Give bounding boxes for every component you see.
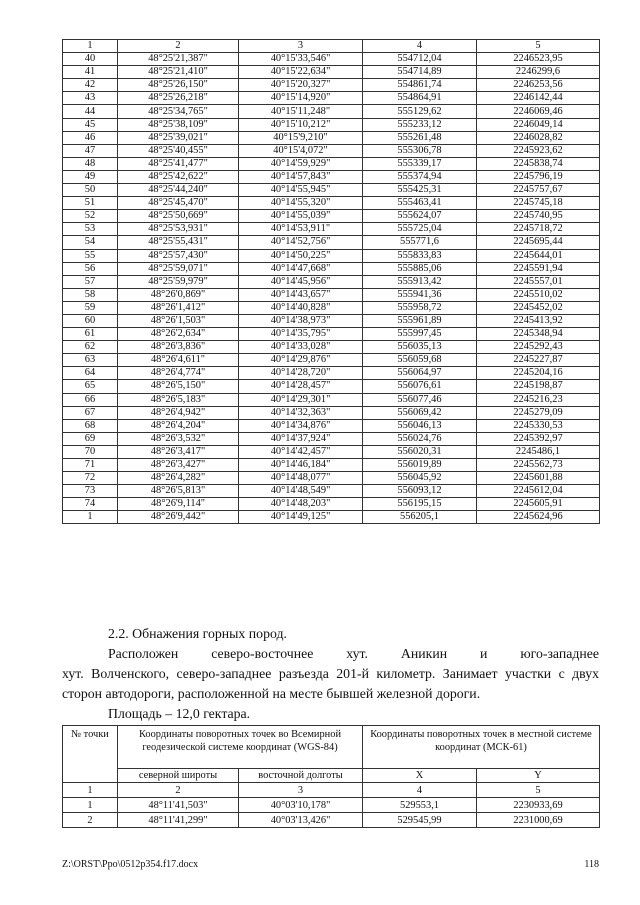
table-cell: 40°14'28,720"	[239, 367, 363, 380]
table-cell: 555961,89	[363, 314, 477, 327]
table-cell: 556069,42	[363, 406, 477, 419]
file-path: Z:\ORST\Ppo\0512p354.f17.docx	[62, 859, 199, 870]
table-cell: 40°15'33,546"	[239, 53, 363, 66]
header-cell: 5	[477, 783, 600, 798]
table-cell: 555725,04	[363, 223, 477, 236]
table-cell: 555997,45	[363, 328, 477, 341]
table-cell: 40°14'57,843"	[239, 170, 363, 183]
table-cell: 60	[63, 314, 118, 327]
table-cell: 40°14'49,125"	[239, 511, 363, 524]
table-cell: 554864,91	[363, 92, 477, 105]
header-cell: 4	[363, 783, 477, 798]
location-paragraph	[62, 644, 599, 664]
table-cell: 48°25'34,765"	[118, 105, 239, 118]
table-cell: 2245796,19	[477, 170, 600, 183]
table-row	[63, 354, 600, 367]
table-cell: 40°14'48,203"	[239, 498, 363, 511]
table-cell: 40°14'43,657"	[239, 288, 363, 301]
table-cell: 40°14'34,876"	[239, 419, 363, 432]
table-cell: 529545,99	[363, 813, 477, 828]
table-row	[63, 184, 600, 197]
table-cell: 554714,89	[363, 66, 477, 79]
table-row	[63, 92, 600, 105]
table-cell: 48°25'41,477"	[118, 157, 239, 170]
table-cell: 64	[63, 367, 118, 380]
table-cell: 2245348,94	[477, 328, 600, 341]
table-cell: 40	[63, 53, 118, 66]
table-cell: 61	[63, 328, 118, 341]
msk-header: Координаты поворотных точек в местной системе координат (МСК-61)	[363, 726, 600, 769]
table-cell: 2245923,62	[477, 144, 600, 157]
table-cell: 1	[63, 798, 118, 813]
table-row	[63, 341, 600, 354]
table-cell: 555913,42	[363, 275, 477, 288]
table-cell: 40°14'55,320"	[239, 197, 363, 210]
table-cell: 2245279,09	[477, 406, 600, 419]
table-cell: 48°26'4,611"	[118, 354, 239, 367]
table-row	[63, 288, 600, 301]
table-cell: 2245330,53	[477, 419, 600, 432]
table-cell: 2245757,67	[477, 184, 600, 197]
table-row	[63, 262, 600, 275]
table-cell: 48°25'44,240"	[118, 184, 239, 197]
table-cell: 2246028,82	[477, 131, 600, 144]
table-row	[63, 144, 600, 157]
table-cell: 40°14'42,457"	[239, 445, 363, 458]
table-cell: 2246069,46	[477, 105, 600, 118]
table-cell: 48°26'5,183"	[118, 393, 239, 406]
table-row	[63, 432, 600, 445]
table-cell: 40°14'50,225"	[239, 249, 363, 262]
table-cell: 67	[63, 406, 118, 419]
table-row	[63, 66, 600, 79]
table-cell: 555624,07	[363, 210, 477, 223]
table-row	[63, 118, 600, 131]
table-cell: 48°26'9,442"	[118, 511, 239, 524]
table-cell: 2245198,87	[477, 380, 600, 393]
coordinates-table-body	[63, 53, 600, 524]
table-cell: 48°11'41,299"	[118, 813, 239, 828]
table-row	[63, 249, 600, 262]
header-cell: 4	[363, 40, 477, 53]
table-cell: 2246253,56	[477, 79, 600, 92]
table-row	[63, 406, 600, 419]
table-cell: 43	[63, 92, 118, 105]
table-cell: 48	[63, 157, 118, 170]
table-row	[63, 236, 600, 249]
table-cell: 48°26'4,282"	[118, 472, 239, 485]
table-cell: 48°25'26,150"	[118, 79, 239, 92]
table-row	[63, 798, 600, 813]
table-cell: 73	[63, 485, 118, 498]
table-cell: 48°26'3,532"	[118, 432, 239, 445]
table-cell: 2230933,69	[477, 798, 600, 813]
table-cell: 48°25'59,071"	[118, 262, 239, 275]
table-cell: 1	[63, 511, 118, 524]
table-cell: 40°14'47,668"	[239, 262, 363, 275]
table-cell: 2231000,69	[477, 813, 600, 828]
table-row	[63, 275, 600, 288]
table-cell: 554712,04	[363, 53, 477, 66]
table-cell: 554861,74	[363, 79, 477, 92]
point-number-header: № точки	[63, 726, 118, 783]
table-cell: 46	[63, 131, 118, 144]
table-cell: 49	[63, 170, 118, 183]
longitude-header: восточной долготы	[239, 769, 363, 783]
table-cell: 2245644,01	[477, 249, 600, 262]
table-cell: 40°14'29,876"	[239, 354, 363, 367]
table-cell: 40°14'37,924"	[239, 432, 363, 445]
table-cell: 2245591,94	[477, 262, 600, 275]
table-cell: 2245562,73	[477, 459, 600, 472]
table-cell: 40°15'10,212"	[239, 118, 363, 131]
table-cell: 556020,31	[363, 445, 477, 458]
table-cell: 44	[63, 105, 118, 118]
table-cell: 40°15'4,072"	[239, 144, 363, 157]
table-row	[63, 367, 600, 380]
table-cell: 2245624,96	[477, 511, 600, 524]
table-cell: 48°25'59,979"	[118, 275, 239, 288]
table-cell: 556064,97	[363, 367, 477, 380]
table-cell: 48°26'1,412"	[118, 301, 239, 314]
table-cell: 40°14'55,945"	[239, 184, 363, 197]
table-cell: 40°03'10,178"	[239, 798, 363, 813]
table-cell: 72	[63, 472, 118, 485]
table-row	[63, 131, 600, 144]
table-cell: 40°14'28,457"	[239, 380, 363, 393]
table-cell: 48°25'21,410"	[118, 66, 239, 79]
table-cell: 48°26'2,634"	[118, 328, 239, 341]
table-cell: 2246523,95	[477, 53, 600, 66]
table-cell: 556045,92	[363, 472, 477, 485]
table-cell: 40°14'35,795"	[239, 328, 363, 341]
area-coordinates-table	[62, 725, 600, 828]
table-cell: 40°14'32,363"	[239, 406, 363, 419]
table-cell: 40°14'29,301"	[239, 393, 363, 406]
table-cell: 2245838,74	[477, 157, 600, 170]
header-cell: 2	[118, 783, 239, 798]
table-cell: 556205,1	[363, 511, 477, 524]
table-cell: 48°26'1,503"	[118, 314, 239, 327]
column-number-row	[63, 40, 600, 53]
location-paragraph-continued: хут. Волченского, северо-западнее разъезда 201-й километр. Занимает участки с двух сторон автодороги, расположенной на месте бывшей железной дороги.	[62, 666, 599, 701]
table-cell: 48°26'4,774"	[118, 367, 239, 380]
table-row	[63, 79, 600, 92]
table-cell: 48°25'50,669"	[118, 210, 239, 223]
table-cell: 2245605,91	[477, 498, 600, 511]
table-cell: 40°14'48,077"	[239, 472, 363, 485]
column-number-row	[63, 783, 600, 798]
table-cell: 40°15'14,920"	[239, 92, 363, 105]
table-cell: 2245718,72	[477, 223, 600, 236]
table-cell: 50	[63, 184, 118, 197]
area-text: Площадь – 12,0 гектара.	[108, 706, 251, 721]
table-cell: 41	[63, 66, 118, 79]
table-cell: 2246299,6	[477, 66, 600, 79]
table-row	[63, 105, 600, 118]
header-cell: 1	[63, 783, 118, 798]
subheader-row	[63, 769, 600, 783]
table-cell: 40°15'20,327"	[239, 79, 363, 92]
table-cell: 48°26'3,427"	[118, 459, 239, 472]
table-row	[63, 393, 600, 406]
table-cell: 74	[63, 498, 118, 511]
table-row	[63, 511, 600, 524]
table-cell: 556046,13	[363, 419, 477, 432]
header-cell: 3	[239, 783, 363, 798]
table-row	[63, 380, 600, 393]
table-row	[63, 223, 600, 236]
table-cell: 555941,36	[363, 288, 477, 301]
table-cell: 48°25'45,470"	[118, 197, 239, 210]
table-cell: 556059,68	[363, 354, 477, 367]
table-cell: 40°14'46,184"	[239, 459, 363, 472]
table-cell: 48°26'4,942"	[118, 406, 239, 419]
table-cell: 2245612,04	[477, 485, 600, 498]
table-cell: 48°25'57,430"	[118, 249, 239, 262]
table-cell: 42	[63, 79, 118, 92]
table-cell: 55	[63, 249, 118, 262]
table-cell: 48°26'4,204"	[118, 419, 239, 432]
header-cell: 2	[118, 40, 239, 53]
table-row	[63, 445, 600, 458]
header-cell: 1	[63, 40, 118, 53]
table-cell: 48°25'21,387"	[118, 53, 239, 66]
table-cell: 40°03'13,426"	[239, 813, 363, 828]
table-cell: 68	[63, 419, 118, 432]
table-row	[63, 498, 600, 511]
table-cell: 45	[63, 118, 118, 131]
table-cell: 48°26'0,869"	[118, 288, 239, 301]
table-cell: 52	[63, 210, 118, 223]
table-cell: 556093,12	[363, 485, 477, 498]
table-cell: 556024,76	[363, 432, 477, 445]
table-cell: 48°26'5,150"	[118, 380, 239, 393]
table-cell: 529553,1	[363, 798, 477, 813]
table-cell: 40°14'59,929"	[239, 157, 363, 170]
table-cell: 2245216,23	[477, 393, 600, 406]
table-row	[63, 328, 600, 341]
table-cell: 555885,06	[363, 262, 477, 275]
table-row	[63, 301, 600, 314]
table-cell: 40°14'33,028"	[239, 341, 363, 354]
table-cell: 40°14'45,956"	[239, 275, 363, 288]
table-cell: 2245510,02	[477, 288, 600, 301]
table-cell: 56	[63, 262, 118, 275]
table-cell: 40°14'53,911"	[239, 223, 363, 236]
table-row	[63, 813, 600, 828]
table-cell: 2245557,01	[477, 275, 600, 288]
header-cell: 3	[239, 40, 363, 53]
table-cell: 48°25'53,931"	[118, 223, 239, 236]
table-cell: 48°26'5,813"	[118, 485, 239, 498]
table-cell: 65	[63, 380, 118, 393]
location-paragraph-line: Расположен северо-восточнее хут. Аникин и юго-западнее	[108, 646, 599, 661]
table-cell: 555958,72	[363, 301, 477, 314]
table-row	[63, 210, 600, 223]
table-cell: 2245486,1	[477, 445, 600, 458]
table-cell: 2245413,92	[477, 314, 600, 327]
table-cell: 2245227,87	[477, 354, 600, 367]
table-cell: 40°15'9,210"	[239, 131, 363, 144]
table-cell: 48°11'41,503"	[118, 798, 239, 813]
table-cell: 40°14'52,756"	[239, 236, 363, 249]
table-row	[63, 314, 600, 327]
table-cell: 2245695,44	[477, 236, 600, 249]
table-row	[63, 485, 600, 498]
table-cell: 555129,62	[363, 105, 477, 118]
table-row	[63, 419, 600, 432]
table-cell: 48°25'40,455"	[118, 144, 239, 157]
table-cell: 48°26'9,114"	[118, 498, 239, 511]
table-cell: 556076,61	[363, 380, 477, 393]
table-cell: 2245452,02	[477, 301, 600, 314]
latitude-header: северной широты	[118, 769, 239, 783]
table-row	[63, 459, 600, 472]
table-cell: 71	[63, 459, 118, 472]
table-cell: 40°14'48,549"	[239, 485, 363, 498]
section-text	[62, 624, 599, 724]
table-cell: 58	[63, 288, 118, 301]
table-cell: 556019,89	[363, 459, 477, 472]
table-cell: 2245740,95	[477, 210, 600, 223]
table-cell: 40°15'22,634"	[239, 66, 363, 79]
table-row	[63, 53, 600, 66]
table-cell: 40°14'55,039"	[239, 210, 363, 223]
table-cell: 2245745,18	[477, 197, 600, 210]
y-header: Y	[477, 769, 600, 783]
table-row	[63, 157, 600, 170]
table-cell: 48°25'42,622"	[118, 170, 239, 183]
table-row	[63, 170, 600, 183]
table-cell: 48°25'26,218"	[118, 92, 239, 105]
table-cell: 69	[63, 432, 118, 445]
table-cell: 2245601,88	[477, 472, 600, 485]
table-cell: 555339,17	[363, 157, 477, 170]
table-cell: 48°25'38,109"	[118, 118, 239, 131]
page-number: 118	[584, 859, 599, 870]
table-row	[63, 472, 600, 485]
table-cell: 59	[63, 301, 118, 314]
coordinates-table	[62, 39, 600, 524]
table-cell: 48°25'55,431"	[118, 236, 239, 249]
table-cell: 40°14'38,973"	[239, 314, 363, 327]
table-cell: 555374,94	[363, 170, 477, 183]
table-cell: 2245292,43	[477, 341, 600, 354]
wgs-header: Координаты поворотных точек во Всемирной геодезической системе координат (WGS-84)	[118, 726, 363, 769]
table-cell: 555833,83	[363, 249, 477, 262]
table-cell: 40°15'11,248"	[239, 105, 363, 118]
section-heading: 2.2. Обнажения горных пород.	[108, 626, 287, 641]
table-cell: 2245204,16	[477, 367, 600, 380]
header-cell: 5	[477, 40, 600, 53]
table-cell: 48°26'3,417"	[118, 445, 239, 458]
table-cell: 2246142,44	[477, 92, 600, 105]
table-cell: 47	[63, 144, 118, 157]
table-cell: 53	[63, 223, 118, 236]
header-row	[63, 726, 600, 769]
table-cell: 70	[63, 445, 118, 458]
table-cell: 48°25'39,021"	[118, 131, 239, 144]
table-cell: 555771,6	[363, 236, 477, 249]
table-cell: 40°14'40,828"	[239, 301, 363, 314]
table-cell: 556195,15	[363, 498, 477, 511]
table-cell: 555306,78	[363, 144, 477, 157]
table-cell: 2	[63, 813, 118, 828]
table-cell: 555463,41	[363, 197, 477, 210]
table-cell: 63	[63, 354, 118, 367]
table-cell: 555425,31	[363, 184, 477, 197]
table-cell: 66	[63, 393, 118, 406]
table-cell: 556035,13	[363, 341, 477, 354]
table-cell: 555261,48	[363, 131, 477, 144]
table-cell: 48°26'3,836"	[118, 341, 239, 354]
x-header: X	[363, 769, 477, 783]
table-cell: 62	[63, 341, 118, 354]
table-cell: 54	[63, 236, 118, 249]
table-cell: 2246049,14	[477, 118, 600, 131]
table-cell: 57	[63, 275, 118, 288]
table-cell: 556077,46	[363, 393, 477, 406]
table-cell: 2245392,97	[477, 432, 600, 445]
table-cell: 51	[63, 197, 118, 210]
table-cell: 555233,12	[363, 118, 477, 131]
table-row	[63, 197, 600, 210]
